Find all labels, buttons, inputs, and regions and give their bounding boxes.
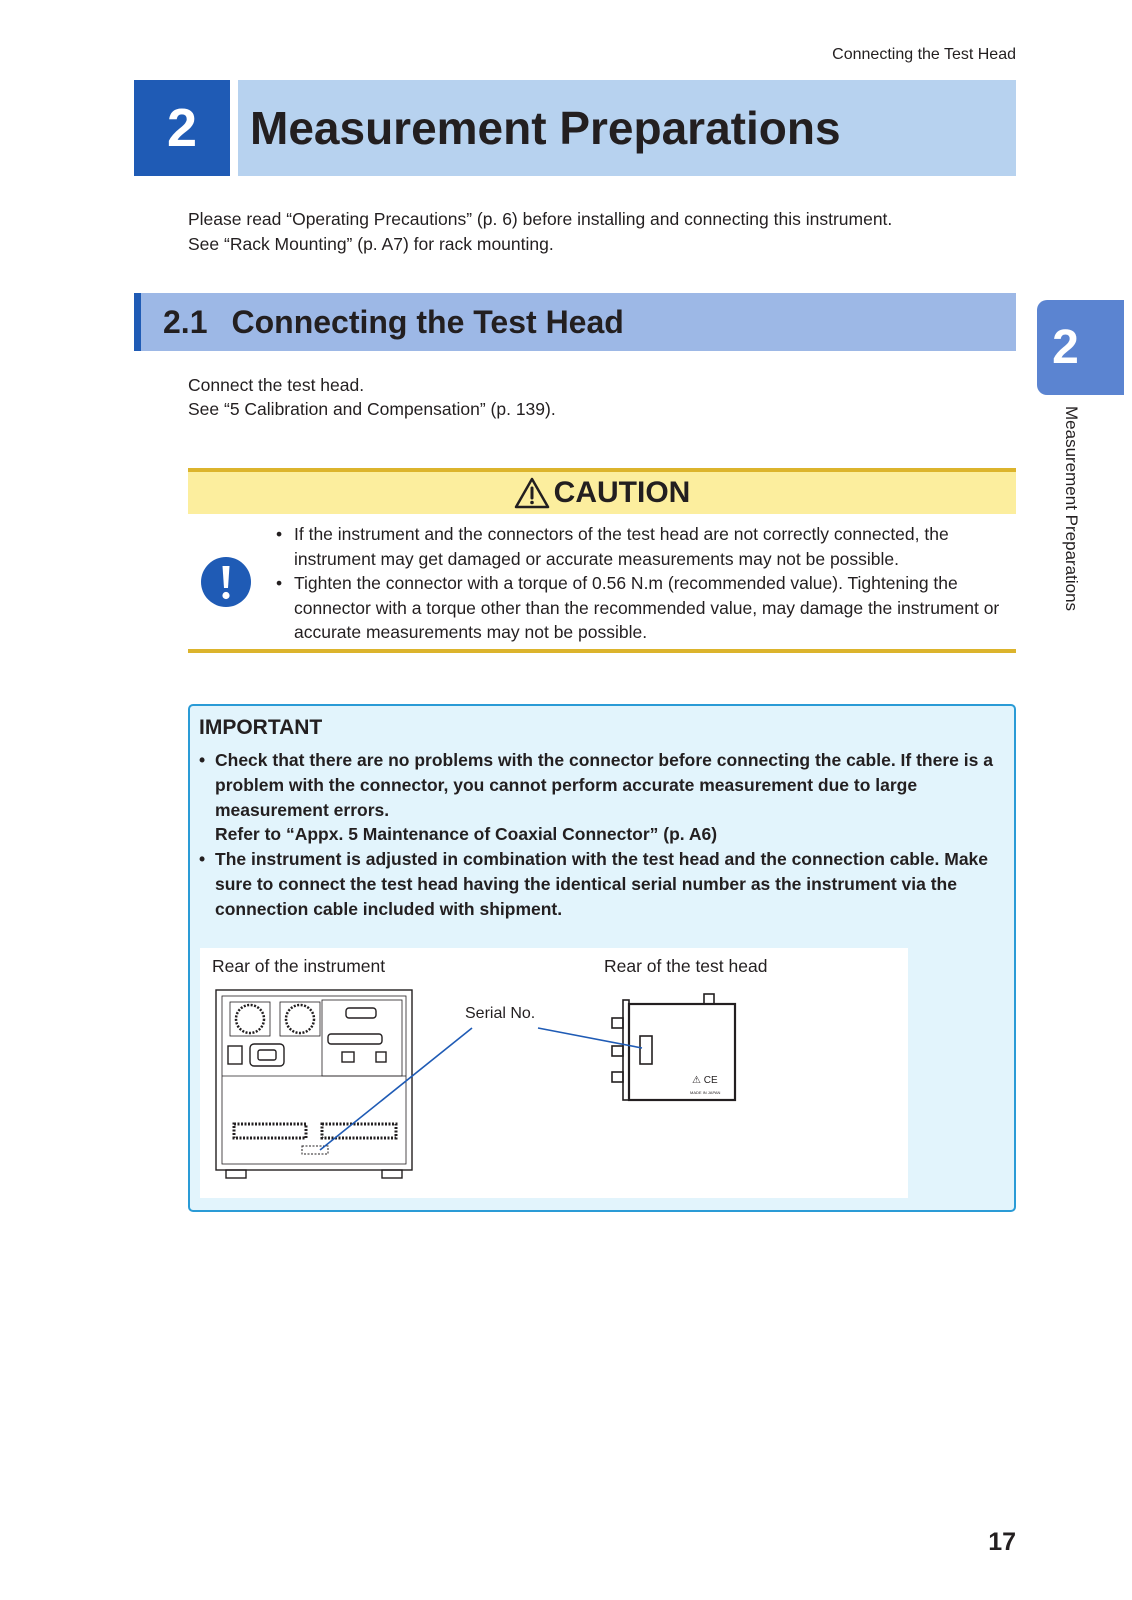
section-title: Connecting the Test Head (231, 303, 624, 340)
caution-list (276, 522, 1006, 645)
chapter-title-banner (238, 80, 1016, 176)
chapter-side-tab: 2 (1037, 300, 1124, 395)
intro-line-rack-mounting: See “Rack Mounting” (p. A7) for rack mounting. (188, 234, 554, 254)
svg-text:⚠ CE: ⚠ CE (692, 1075, 718, 1086)
running-header: Connecting the Test Head (832, 46, 1016, 63)
important-item-appendix-ref: Refer to “Appx. 5 Maintenance of Coaxial Connector” (p. A6) (215, 824, 718, 845)
section-line-see-calibration: See “5 Calibration and Compensation” (p. 139). (188, 399, 556, 419)
instrument-rear-drawing (216, 990, 412, 1178)
rear-panel-drawing (200, 948, 908, 1198)
label-rear-instrument: Rear of the instrument (212, 956, 386, 976)
caution-box (188, 468, 1016, 653)
exclamation-mandatory-icon (200, 556, 252, 608)
test-head-rear-drawing (612, 994, 735, 1100)
label-rear-test-head: Rear of the test head (604, 956, 768, 976)
caution-bottom-rule (188, 649, 1016, 653)
intro-text (188, 207, 892, 257)
chapter-title: Measurement Preparations (250, 102, 841, 154)
warning-triangle-icon (514, 477, 550, 509)
important-title: IMPORTANT (199, 716, 323, 739)
serial-leader-test-head (538, 1028, 642, 1048)
caution-item-connection: • If the instrument and the connectors of the test head are not correctly connected, the instrument may get damaged or accurate measurements may not be possible. (276, 522, 1006, 571)
important-box (188, 704, 1016, 1212)
section-heading (134, 293, 1016, 351)
chapter-side-label (1051, 406, 1081, 636)
caution-item-torque: • Tighten the connector with a torque of 0.56 N.m (recommended value). Tightening the connector with a torque other than the recommended value, may damage the instrument or accurate measurements may not be possible. (276, 571, 1006, 645)
side-label-text: Measurement Preparations (1062, 406, 1081, 612)
rear-panel-figure (200, 948, 908, 1198)
svg-text:MADE IN JAPAN: MADE IN JAPAN (690, 1090, 721, 1095)
chapter-number: 2 (134, 80, 230, 176)
page-number: 17 (988, 1528, 1016, 1556)
important-list (199, 748, 1009, 922)
label-serial-no: Serial No. (465, 1005, 536, 1022)
caution-title: CAUTION (553, 476, 691, 509)
section-number: 2.1 (163, 303, 208, 340)
important-item-serial-match: • The instrument is adjusted in combination with the test head and the connection cable. Make sure to connect the test head having the identical serial number as the instrument via the connection cable included with shipment. (199, 847, 1009, 921)
caution-header (188, 468, 1016, 514)
important-item-connector-text: Check that there are no problems with the connector before connecting the cable. If there is a problem with the connector, you cannot perform accurate measurement due to large measurement errors. (215, 750, 993, 820)
section-body (188, 373, 556, 421)
important-item-connector-check (199, 748, 1009, 847)
intro-line-precautions: Please read “Operating Precautions” (p. 6) before installing and connecting this instrument. (188, 209, 893, 229)
section-line-connect: Connect the test head. (188, 375, 365, 395)
